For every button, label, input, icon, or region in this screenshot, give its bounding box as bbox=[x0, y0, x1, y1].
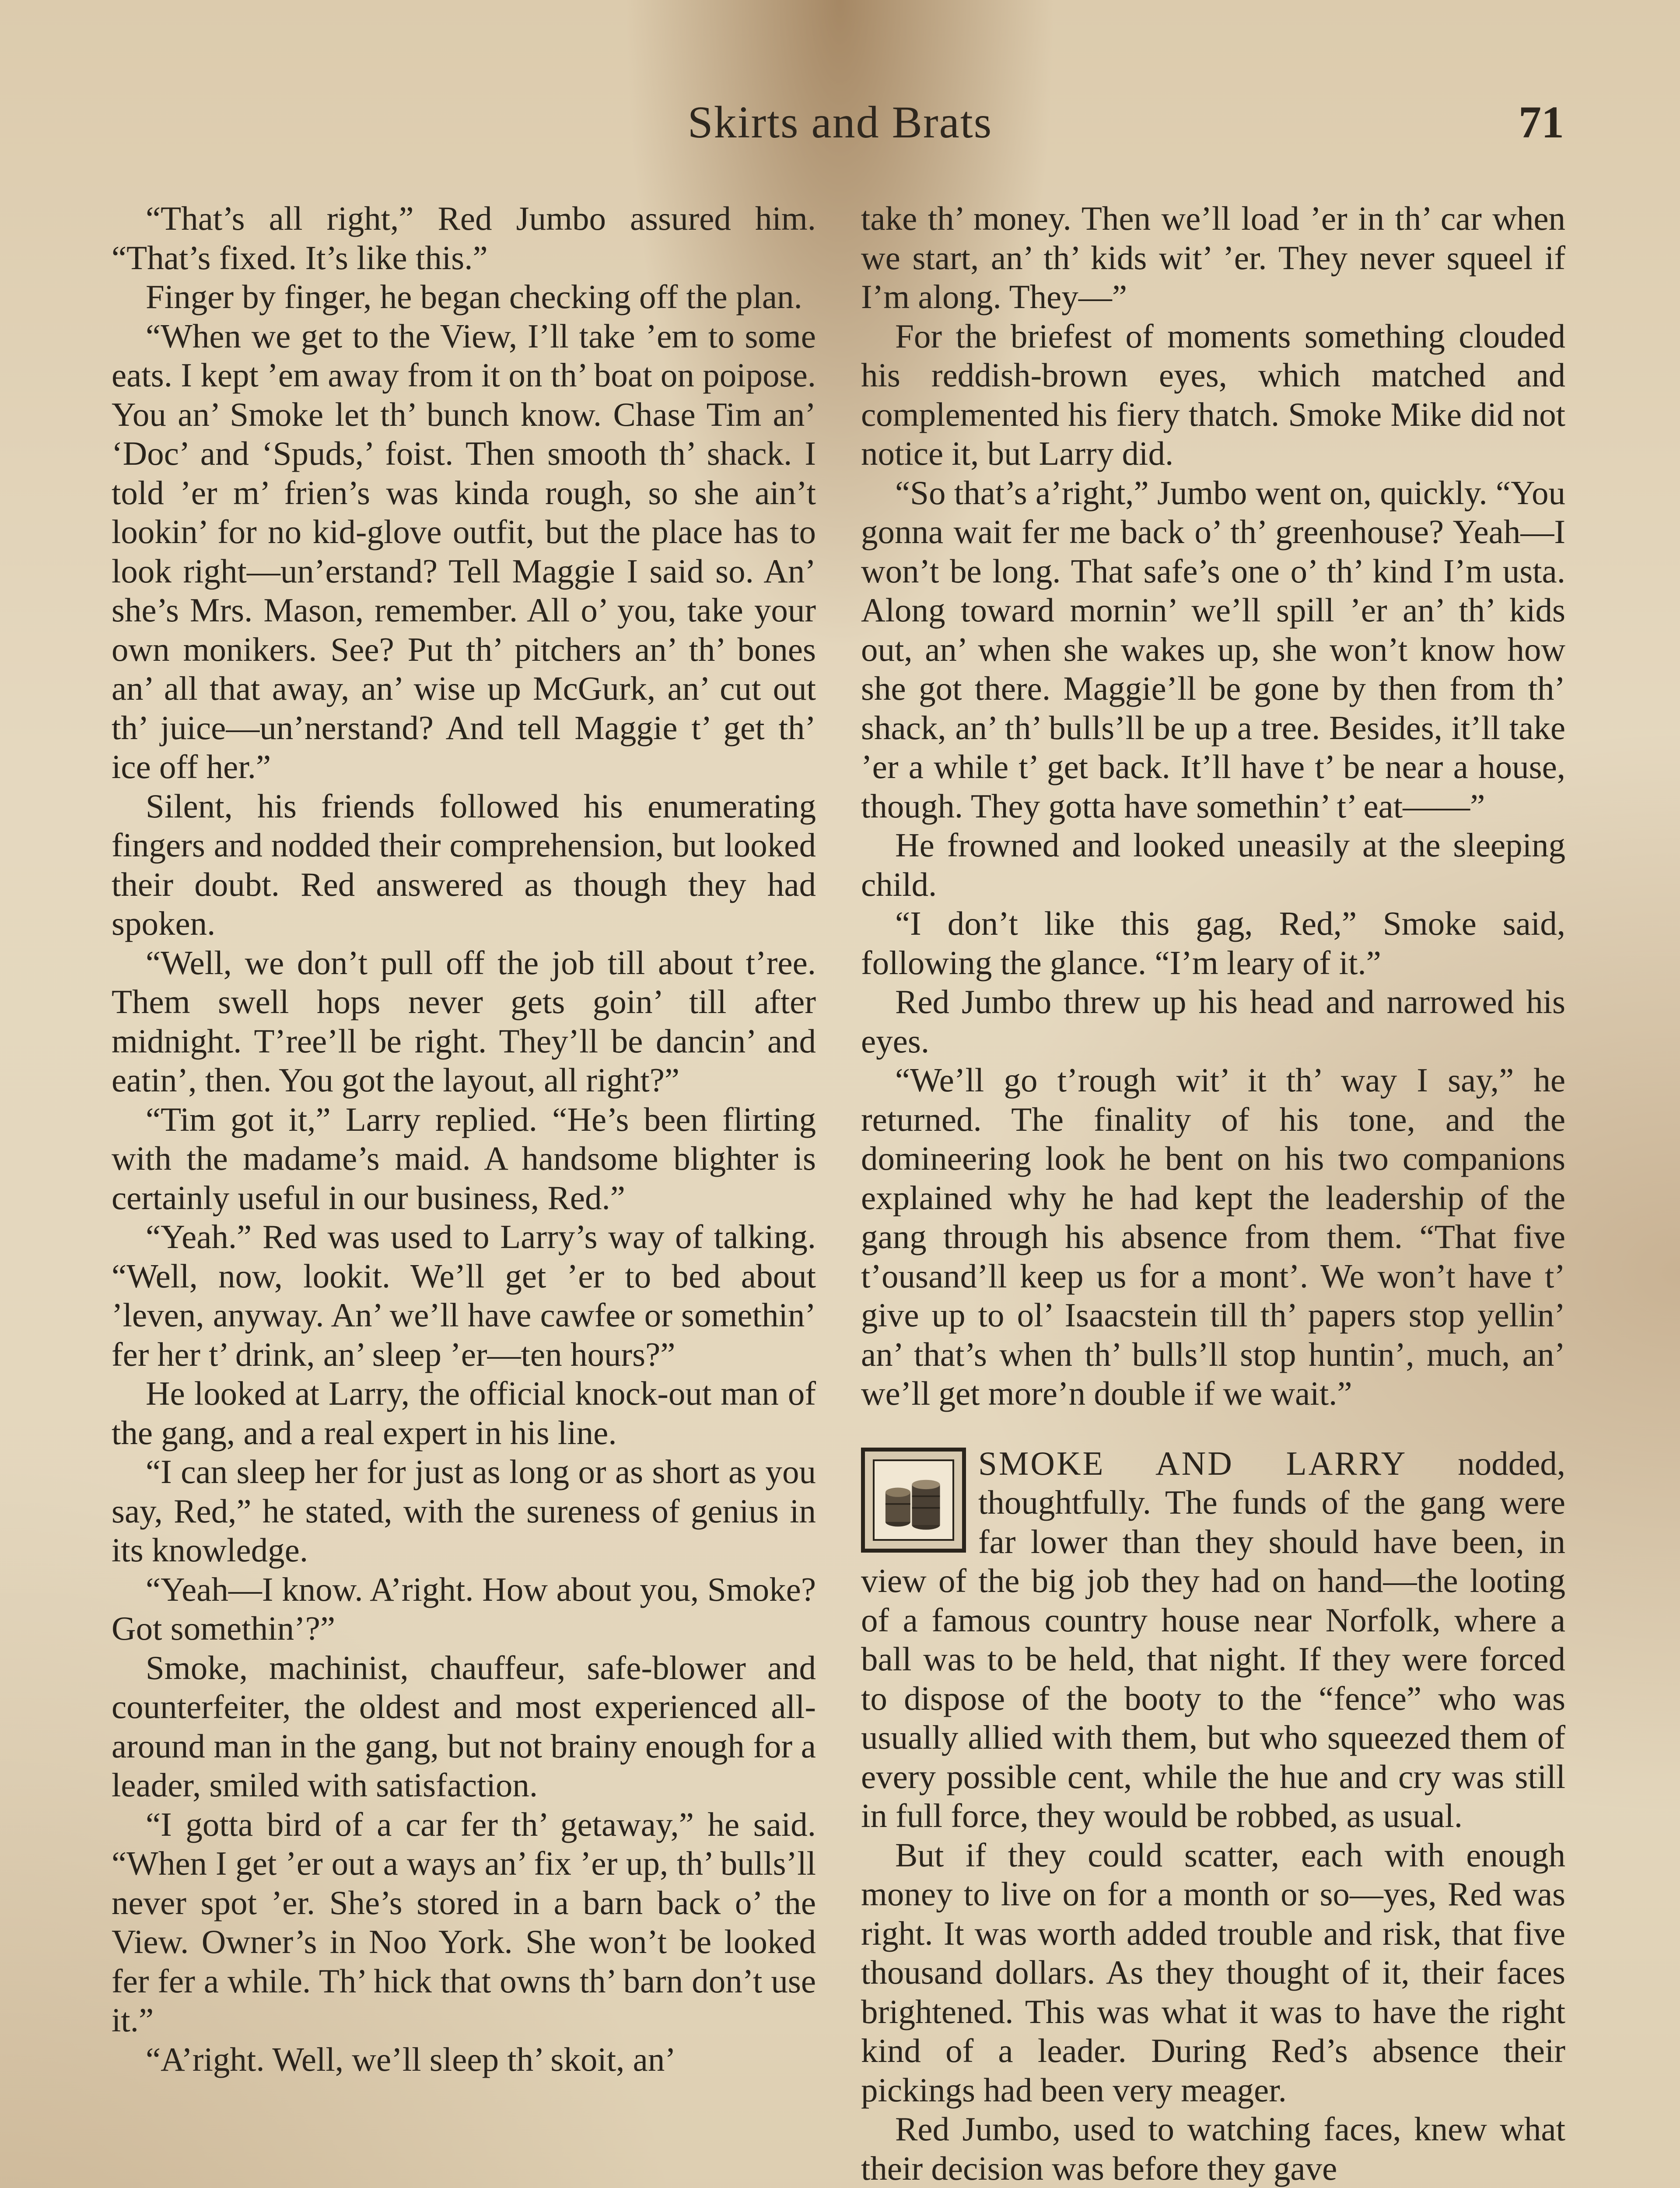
section-break bbox=[861, 1413, 1565, 1444]
paragraph: Red Jumbo threw up his head and narrowed his eyes. bbox=[861, 983, 1565, 1060]
coins-ornament-icon bbox=[861, 1448, 966, 1553]
paragraph: “We’ll go t’rough wit’ it th’ way I say,” he returned. The finality of his tone, and the domineering look he bent on his two companions explained why he had kept the leadership of the gang through his absence from them. “That five t’ousand’ll keep us for a mont’. We won’t have t’ give up to ol’ Isaacstein till th’ papers stop yellin’ an’ that’s when th’ bulls’ll stop huntin’, much, an’ we’ll get more’n double if we wait.” bbox=[861, 1061, 1565, 1412]
section-lead-text: nodded, thoughtfully. The funds of the gang were far lower than they should have been, in view of the big job they had on hand—the looting of a famous country house near Norfolk, where a ball was to be held, that night. If they were forced to dispose of the booty to the “fence” who was usually allied with them, but who squeezed them of every possible cent, while the hue and cry was still in full force, they would be robbed, as usual. bbox=[861, 1444, 1565, 1834]
paragraph: take th’ money. Then we’ll load ’er in th’ car when we start, an’ th’ kids wit’ ’er. They never squeel if I’m along. They—” bbox=[861, 200, 1565, 316]
running-title: Skirts and Brats bbox=[687, 97, 993, 147]
paragraph: “So that’s a’right,” Jumbo went on, quickly. “You gonna wait fer me back o’ th’ greenhouse? Yeah—I won’t be long. That safe’s one o’ th’ kind I’m usta. Along toward mornin’ we’ll spill ’er an’ th’ kids out, an’ when she wakes up, she won’t know how she got there. Maggie’ll be gone by then from th’ shack, an’ th’ bulls’ll be up a tree. Besides, it’ll take ’er a while t’ get back. It’ll have t’ be near a house, though. They gotta have somethin’ t’ eat——” bbox=[861, 473, 1565, 825]
paragraph: “I don’t like this gag, Red,” Smoke said, following the glance. “I’m leary of it.” bbox=[861, 905, 1565, 982]
paragraph: “A’right. Well, we’ll sleep th’ skoit, an’ bbox=[146, 2040, 676, 2078]
paragraph: “Well, we don’t pull off the job till about t’ree. Them swell hops never gets goin’ till after midnight. T’ree’ll be right. They’ll be dancin’ and eatin’, then. You got the layout, all right?” bbox=[112, 943, 816, 1099]
paragraph: Silent, his friends followed his enumerating fingers and nodded their comprehension, but looked their doubt. Red answered as though they had spoken. bbox=[112, 787, 816, 942]
paragraph: Red Jumbo, used to watching faces, knew what their decision was before they gave bbox=[861, 2110, 1565, 2187]
page-number: 71 bbox=[1519, 97, 1564, 147]
paragraph: For the briefest of moments something clouded his reddish-brown eyes, which matched and complemented his fiery thatch. Smoke Mike did not notice it, but Larry did. bbox=[861, 317, 1565, 472]
paragraph: “When we get to the View, I’ll take ’em to some eats. I kept ’em away from it on th’ boat on poipose. You an’ Smoke let th’ bunch know. Chase Tim an’ ‘Doc’ and ‘Spuds,’ foist. Then smooth th’ shack. I told ’er m’ frien’s was kinda rough, so she ain’t lookin’ for no kid-glove outfit, but the place has to look right—un’erstand? Tell Maggie I said so. An’ she’s Mrs. Mason, remember. All o’ you, take your own monikers. See? Put th’ pitchers an’ th’ bones an’ all that away, an’ wise up McGurk, an’ cut out th’ juice—un’nerstand? And tell Maggie t’ get th’ ice off her.” bbox=[112, 317, 816, 785]
paragraph: He frowned and looked uneasily at the sleeping child. bbox=[861, 826, 1565, 903]
left-column bbox=[112, 199, 816, 2079]
paragraph: “I can sleep her for just as long or as short as you say, Red,” he stated, with the sureness of genius in its knowledge. bbox=[112, 1453, 816, 1569]
paragraph: “That’s all right,” Red Jumbo assured him. “That’s fixed. It’s like this.” bbox=[112, 200, 816, 277]
paragraph: “I gotta bird of a car fer th’ getaway,” he said. “When I get ’er out a ways an’ fix ’er up, th’ bulls’ll never spot ’er. She’s stored in a barn back o’ the View. Owner’s in Noo York. She won’t be looked fer fer a while. Th’ hick that owns th’ barn don’t use it.” bbox=[112, 1805, 816, 2039]
paragraph: “Yeah—I know. A’right. How about you, Smoke? Got somethin’?” bbox=[112, 1570, 816, 1647]
section-ornament-paragraph bbox=[861, 1444, 1565, 1836]
section-lead-paragraph bbox=[861, 1444, 1565, 1836]
coin-stack-icon bbox=[875, 1461, 952, 1539]
paragraph: Finger by finger, he began checking off the plan. bbox=[146, 278, 802, 316]
paragraph: “Tim got it,” Larry replied. “He’s been flirting with the madame’s maid. A handsome blighter is certainly useful in our business, Red.” bbox=[112, 1100, 816, 1217]
paragraph: He looked at Larry, the official knock-out man of the gang, and a real expert in his line. bbox=[112, 1375, 816, 1452]
section-lead-caps: SMOKE AND LARRY bbox=[978, 1444, 1407, 1482]
page-header bbox=[0, 96, 1680, 153]
paragraph: “Yeah.” Red was used to Larry’s way of talking. “Well, now, lookit. We’ll get ’er to bed about ’leven, anyway. An’ we’ll have cawfee or somethin’ fer her t’ drink, an’ sleep ’er—ten hours?” bbox=[112, 1218, 816, 1373]
paragraph: Smoke, machinist, chauffeur, safe-blower and counterfeiter, the oldest and most experienced all-around man in the gang, but not brainy enough for a leader, smiled with satisfaction. bbox=[112, 1648, 816, 1804]
right-column bbox=[861, 199, 1565, 2188]
paragraph: But if they could scatter, each with enough money to live on for a month or so—yes, Red was right. It was worth added trouble and risk, that five thousand dollars. As they thought of it, their faces brightened. This was what it was to have the right kind of a leader. During Red’s absence their pickings had been very meager. bbox=[861, 1836, 1565, 2109]
